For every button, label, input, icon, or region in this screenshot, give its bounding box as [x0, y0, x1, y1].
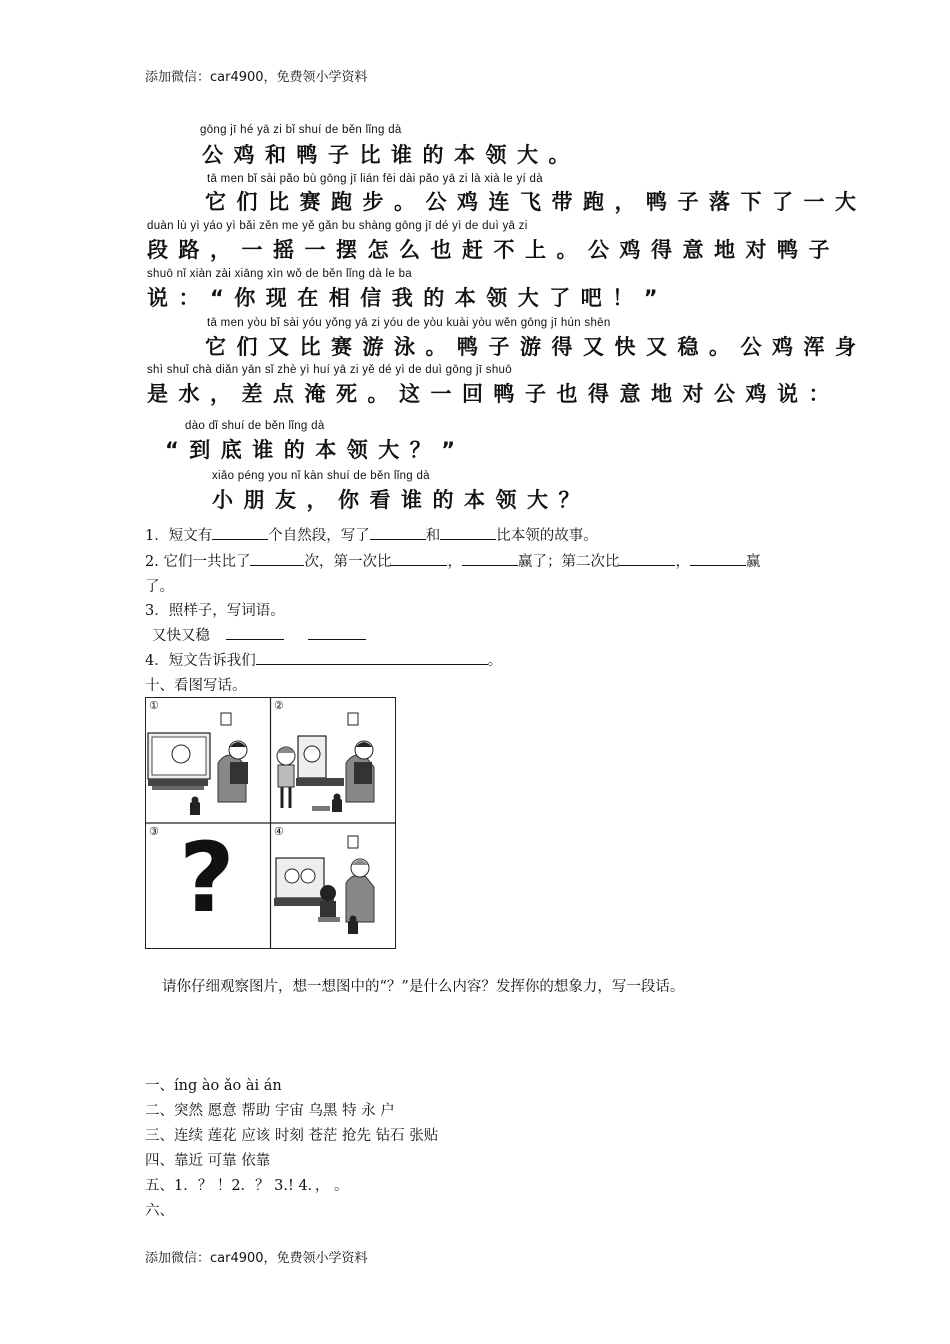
pinyin-line: xiǎo péng you nǐ kàn shuí de běn lǐng dà: [212, 470, 430, 482]
question-mark-icon: ?: [179, 822, 235, 934]
pinyin-line: tā men yòu bǐ sài yóu yǒng yā zi yóu de yòu kuài yòu wěn gōng jī hún shēn: [207, 317, 611, 329]
pinyin-line: tā men bǐ sài pǎo bù gōng jī lián fēi dài pǎo yā zi là xià le yí dà: [207, 173, 543, 185]
blank[interactable]: [440, 525, 496, 540]
question-2-cont: 了。: [145, 579, 174, 595]
panel-4-illustration: [274, 836, 374, 934]
pinyin-line: duàn lù yì yáo yì bǎi zěn me yě gǎn bu shàng gōng jī dé yì de duì yā zi: [147, 220, 528, 232]
question-4: 4．短文告诉我们 。: [145, 649, 502, 670]
question-2: 2. 它们一共比了 次，第一次比 ， 赢了；第二次比 ， 赢: [145, 550, 760, 571]
question-1: 1．短文有 个自然段，写了 和 比本领的故事。: [145, 524, 598, 545]
panel-1-label: ①: [149, 699, 159, 712]
story-line: 段路，一摇一摆怎么也赶不上。公鸡得意地对鸭子: [147, 238, 840, 262]
blank[interactable]: [250, 551, 304, 566]
blank[interactable]: [391, 551, 447, 566]
answer-line: 二、突然 愿意 帮助 宇宙 乌黑 特 永 户: [145, 1103, 395, 1119]
blank[interactable]: [212, 525, 268, 540]
answer-line: 六、: [145, 1203, 174, 1219]
panel-2-label: ②: [274, 699, 284, 712]
pinyin-line: shì shuǐ chà diǎn yān sǐ zhè yì huí yā zi yě dé yì de duì gōng jī shuō: [147, 364, 512, 376]
blank[interactable]: [619, 551, 675, 566]
page-header: 添加微信：car4900，免费领小学资料: [145, 70, 368, 85]
story-line: 说：“你现在相信我的本领大了吧！”: [147, 286, 669, 310]
blank[interactable]: [308, 625, 366, 640]
question-3-example: 又快又稳: [152, 624, 366, 645]
comic-strip: [145, 697, 396, 949]
answer-line: 一、íng ào ǎo ài án: [145, 1078, 282, 1094]
panel-4-label: ④: [274, 825, 284, 838]
answer-line: 四、靠近 可靠 依靠: [145, 1153, 271, 1169]
section-10-title: 十、看图写话。: [145, 678, 247, 694]
pinyin-line: dào dǐ shuí de běn lǐng dà: [185, 420, 325, 432]
pinyin-line: shuō nǐ xiàn zài xiāng xìn wǒ de běn lǐng dà le ba: [147, 268, 412, 280]
answer-line: 五、1．？ ！2．？ 3.! 4．， 。: [145, 1178, 349, 1194]
story-line: 公鸡和鸭子比谁的本领大。: [202, 143, 580, 167]
writing-prompt: 请你仔细观察图片，想一想图中的“？”是什么内容？发挥你的想象力，写一段话。: [162, 979, 685, 995]
blank[interactable]: [256, 650, 488, 665]
panel-2-illustration: [277, 713, 374, 812]
panel-1-illustration: [148, 713, 248, 815]
panel-3-label: ③: [149, 825, 159, 838]
story-line: 它们又比赛游泳。鸭子游得又快又稳。公鸡浑身: [205, 335, 867, 359]
story-line: “到底谁的本领大？”: [165, 438, 466, 462]
blank[interactable]: [690, 551, 746, 566]
blank[interactable]: [462, 551, 518, 566]
question-3: 3．照样子，写词语。: [145, 603, 285, 619]
page-footer: 添加微信：car4900，免费领小学资料: [145, 1251, 368, 1266]
story-line: 是水，差点淹死。这一回鸭子也得意地对公鸡说：: [147, 382, 840, 406]
blank[interactable]: [226, 625, 284, 640]
pinyin-line: gōng jī hé yā zi bǐ shuí de běn lǐng dà: [200, 124, 402, 136]
answer-line: 三、连续 莲花 应该 时刻 苍茫 抢先 钻石 张贴: [145, 1128, 439, 1144]
story-line: 小朋友，你看谁的本领大？: [212, 488, 590, 512]
story-line: 它们比赛跑步。公鸡连飞带跑，鸭子落下了一大: [205, 190, 867, 214]
blank[interactable]: [370, 525, 426, 540]
